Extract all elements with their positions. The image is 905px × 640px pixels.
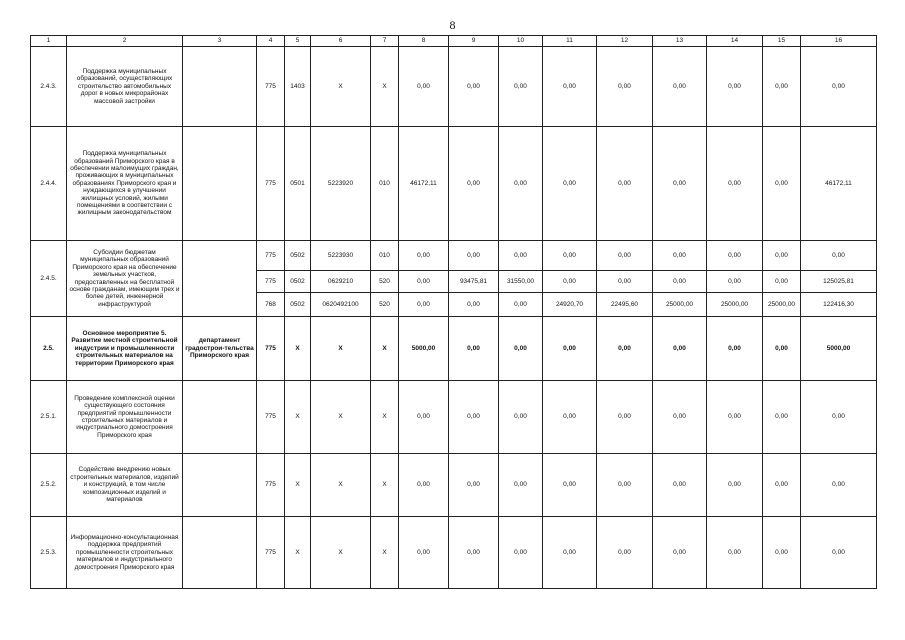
value-cell: 46172,11	[399, 127, 449, 241]
grbs-code: 775	[257, 381, 285, 454]
budget-table	[30, 35, 877, 589]
value-cell: 0,00	[449, 241, 499, 271]
value-cell: 0,00	[597, 241, 653, 271]
grbs-code: 775	[257, 47, 285, 127]
total-cell: 125025,81	[801, 271, 877, 293]
activity-name: Субсидии бюджетам муниципальных образований Приморского края на обеспечение земельных участков, предоставленных на бесплатной основе гражданам, имеющим трех и более детей, инженерной инфраструктурой	[67, 241, 183, 317]
expense-type: 520	[371, 293, 399, 317]
value-cell: 5000,00	[399, 317, 449, 381]
grbs-code: 775	[257, 317, 285, 381]
value-cell: 0,00	[399, 381, 449, 454]
column-header: 6	[311, 36, 371, 47]
grbs-code: 775	[257, 454, 285, 517]
value-cell: 0,00	[449, 517, 499, 589]
section-code: X	[285, 517, 311, 589]
table-row	[31, 127, 877, 241]
value-cell: 0,00	[499, 517, 543, 589]
activity-name: Основное мероприятие 5. Развитие местной строительной индустрии и промышленности строительных материалов на территории Приморского края	[67, 317, 183, 381]
responsible	[183, 381, 257, 454]
value-cell: 0,00	[499, 454, 543, 517]
value-cell: 0,00	[399, 454, 449, 517]
value-cell: 0,00	[597, 271, 653, 293]
total-cell: 5000,00	[801, 317, 877, 381]
target-article: X	[311, 47, 371, 127]
section-code: 0502	[285, 293, 311, 317]
value-cell: 24920,70	[543, 293, 597, 317]
target-article: X	[311, 517, 371, 589]
value-cell: 0,00	[449, 127, 499, 241]
value-cell: 0,00	[653, 381, 707, 454]
value-cell: 0,00	[543, 127, 597, 241]
value-cell: 0,00	[597, 381, 653, 454]
value-cell: 0,00	[597, 317, 653, 381]
section-code: 1403	[285, 47, 311, 127]
value-cell: 22495,60	[597, 293, 653, 317]
value-cell: 0,00	[707, 241, 763, 271]
grbs-code: 775	[257, 517, 285, 589]
row-number: 2.5.3.	[31, 517, 67, 589]
column-header: 16	[801, 36, 877, 47]
column-header: 2	[67, 36, 183, 47]
value-cell: 0,00	[653, 517, 707, 589]
value-cell: 25000,00	[653, 293, 707, 317]
expense-type: 010	[371, 241, 399, 271]
value-cell: 0,00	[763, 454, 801, 517]
expense-type: X	[371, 381, 399, 454]
total-cell: 0,00	[801, 47, 877, 127]
value-cell: 0,00	[399, 517, 449, 589]
table-row	[31, 381, 877, 454]
value-cell: 0,00	[653, 241, 707, 271]
value-cell: 0,00	[543, 241, 597, 271]
responsible: департамент градострои-тельства Приморского края	[183, 317, 257, 381]
column-header: 14	[707, 36, 763, 47]
value-cell: 0,00	[763, 317, 801, 381]
activity-name: Поддержка муниципальных образований Приморского края в обеспечении малоимущих граждан, проживающих в муниципальных образованиях Приморского края и нуждающихся в улучшении жилищных условий, жилыми помещениями в соответствии с жилищным законодательством	[67, 127, 183, 241]
target-article: 5223930	[311, 241, 371, 271]
row-number: 2.4.3.	[31, 47, 67, 127]
expense-type: 520	[371, 271, 399, 293]
column-header: 7	[371, 36, 399, 47]
value-cell: 0,00	[653, 127, 707, 241]
value-cell: 0,00	[499, 127, 543, 241]
section-code: X	[285, 317, 311, 381]
column-header: 10	[499, 36, 543, 47]
value-cell: 31550,00	[499, 271, 543, 293]
responsible	[183, 517, 257, 589]
section-code: 0501	[285, 127, 311, 241]
grbs-code: 775	[257, 241, 285, 271]
column-header: 8	[399, 36, 449, 47]
value-cell: 0,00	[707, 271, 763, 293]
total-cell: 0,00	[801, 381, 877, 454]
expense-type: X	[371, 317, 399, 381]
column-number-row	[31, 36, 877, 47]
section-code: X	[285, 454, 311, 517]
target-article: X	[311, 381, 371, 454]
value-cell: 0,00	[707, 517, 763, 589]
column-header: 13	[653, 36, 707, 47]
table-row	[31, 241, 877, 271]
target-article: X	[311, 317, 371, 381]
value-cell: 0,00	[707, 381, 763, 454]
value-cell: 0,00	[449, 454, 499, 517]
value-cell: 0,00	[707, 127, 763, 241]
row-number: 2.5.2.	[31, 454, 67, 517]
expense-type: X	[371, 454, 399, 517]
grbs-code: 775	[257, 271, 285, 293]
target-article: X	[311, 454, 371, 517]
value-cell: 0,00	[653, 454, 707, 517]
value-cell: 0,00	[449, 47, 499, 127]
value-cell: 0,00	[597, 517, 653, 589]
activity-name: Проведение комплексной оценки существующего состояния предприятий промышленности строительных материалов и индустриального домостроения Приморского края	[67, 381, 183, 454]
value-cell: 0,00	[763, 127, 801, 241]
table-row	[31, 47, 877, 127]
grbs-code: 775	[257, 127, 285, 241]
value-cell: 0,00	[707, 47, 763, 127]
value-cell: 0,00	[543, 317, 597, 381]
value-cell: 0,00	[499, 317, 543, 381]
value-cell: 0,00	[449, 293, 499, 317]
expense-type: X	[371, 517, 399, 589]
value-cell: 0,00	[499, 241, 543, 271]
value-cell: 0,00	[763, 241, 801, 271]
expense-type: X	[371, 47, 399, 127]
target-article: 0629210	[311, 271, 371, 293]
value-cell: 0,00	[707, 454, 763, 517]
target-article: 5223920	[311, 127, 371, 241]
activity-name: Поддержка муниципальных образований, осуществляющих строительство автомобильных дорог в новых микрорайонах массовой застройки	[67, 47, 183, 127]
value-cell: 0,00	[763, 381, 801, 454]
column-header: 11	[543, 36, 597, 47]
responsible	[183, 47, 257, 127]
value-cell: 0,00	[399, 47, 449, 127]
activity-name: Содействие внедрению новых строительных материалов, изделий и конструкций, в том числе композиционных изделий и материалов	[67, 454, 183, 517]
row-number: 2.5.1.	[31, 381, 67, 454]
value-cell: 0,00	[499, 381, 543, 454]
value-cell: 0,00	[597, 47, 653, 127]
value-cell: 25000,00	[763, 293, 801, 317]
column-header: 12	[597, 36, 653, 47]
column-header: 15	[763, 36, 801, 47]
column-header: 3	[183, 36, 257, 47]
value-cell: 0,00	[763, 47, 801, 127]
total-cell: 0,00	[801, 454, 877, 517]
value-cell: 0,00	[399, 241, 449, 271]
responsible	[183, 127, 257, 241]
expense-type: 010	[371, 127, 399, 241]
value-cell: 0,00	[763, 271, 801, 293]
value-cell: 0,00	[543, 381, 597, 454]
value-cell: 93475,81	[449, 271, 499, 293]
section-code: 0502	[285, 241, 311, 271]
section-code: 0502	[285, 271, 311, 293]
total-cell: 46172,11	[801, 127, 877, 241]
total-cell: 122416,30	[801, 293, 877, 317]
total-cell: 0,00	[801, 517, 877, 589]
value-cell: 0,00	[449, 317, 499, 381]
section-code: X	[285, 381, 311, 454]
value-cell: 0,00	[499, 47, 543, 127]
value-cell: 0,00	[707, 317, 763, 381]
value-cell: 0,00	[399, 293, 449, 317]
table-row	[31, 454, 877, 517]
value-cell: 0,00	[449, 381, 499, 454]
value-cell: 0,00	[543, 47, 597, 127]
value-cell: 0,00	[763, 517, 801, 589]
value-cell: 0,00	[653, 47, 707, 127]
value-cell: 0,00	[653, 271, 707, 293]
value-cell: 0,00	[653, 317, 707, 381]
value-cell: 0,00	[597, 127, 653, 241]
table-row	[31, 317, 877, 381]
responsible	[183, 454, 257, 517]
value-cell: 25000,00	[707, 293, 763, 317]
value-cell: 0,00	[597, 454, 653, 517]
target-article: 0620492100	[311, 293, 371, 317]
column-header: 1	[31, 36, 67, 47]
row-number: 2.4.4.	[31, 127, 67, 241]
page-number: 8	[449, 18, 456, 32]
row-number: 2.5.	[31, 317, 67, 381]
activity-name: Информационно-консультационная поддержка предприятий промышленности строительных материалов и индустриального домостроения Приморского края	[67, 517, 183, 589]
responsible	[183, 241, 257, 317]
value-cell: 0,00	[499, 293, 543, 317]
column-header: 9	[449, 36, 499, 47]
table-row	[31, 517, 877, 589]
value-cell: 0,00	[399, 271, 449, 293]
column-header: 5	[285, 36, 311, 47]
value-cell: 0,00	[543, 271, 597, 293]
row-number: 2.4.5.	[31, 241, 67, 317]
total-cell: 0,00	[801, 241, 877, 271]
column-header: 4	[257, 36, 285, 47]
value-cell: 0,00	[543, 517, 597, 589]
value-cell: 0,00	[543, 454, 597, 517]
grbs-code: 768	[257, 293, 285, 317]
